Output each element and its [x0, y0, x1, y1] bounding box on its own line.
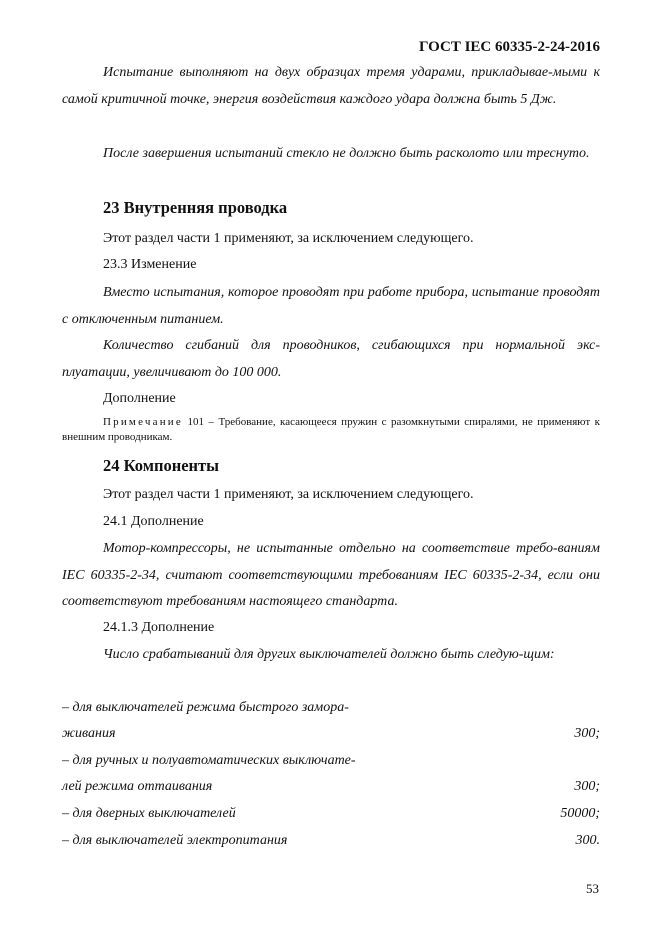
addition-label: Дополнение: [103, 391, 176, 406]
section-24-intro: Этот раздел части 1 применяют, за исключением следующего.: [103, 487, 474, 502]
section-23-intro: Этот раздел части 1 применяют, за исключением следующего.: [103, 231, 474, 246]
note-101: [62, 415, 600, 445]
list-item: [62, 726, 600, 742]
impact-test-paragraph: Испытание выполняют на двух образцах тремя ударами, прикладывае-мыми к самой критичной точке, энергия воздействия каждого удара должна быть 5 Дж.: [62, 65, 600, 107]
section-24-heading: 24 Компоненты: [103, 456, 220, 475]
note-text: 101 – Требование, касающееся пружин с разомкнутыми спиралями, не применяют к внешним проводникам.: [62, 416, 600, 443]
list-item-label: живания: [62, 726, 116, 741]
list-item-value: 300;: [574, 779, 600, 794]
page-number: 53: [586, 881, 599, 896]
section-23-heading: 23 Внутренняя проводка: [103, 198, 288, 217]
list-item-label: лей режима оттаивания: [62, 779, 213, 794]
glass-result-paragraph: После завершения испытаний стекло не должно быть расколото или треснуто.: [103, 146, 590, 161]
list-item: [62, 700, 600, 716]
list-item-label: – для выключателей режима быстрого замора-: [62, 700, 349, 715]
bending-count-paragraph: Количество сгибаний для проводников, сгибающихся при нормальной экс-плуатации, увеличивают до 100 000.: [62, 338, 600, 380]
list-item: [62, 806, 600, 822]
document-code: ГОСТ IEC 60335-2-24-2016: [418, 39, 600, 55]
operations-count-paragraph: Число срабатываний для других выключателей должно быть следую-щим:: [103, 647, 555, 662]
list-item-label: – для дверных выключателей: [62, 806, 236, 821]
list-item-label: – для выключателей электропитания: [62, 833, 288, 848]
clause-23-3-text: Вместо испытания, которое проводят при работе прибора, испытание проводят с отключенным питанием.: [62, 285, 600, 327]
motor-compressor-paragraph: Мотор-компрессоры, не испытанные отдельно на соответствие требо-ваниям IEC 60335-2-34, считают соответствующими требованиям IEC 60335-2-34, если они соответствуют требованиям настоящего стандарта.: [62, 541, 600, 609]
list-item-value: 300.: [575, 833, 600, 848]
clause-24-1-3-label: 24.1.3 Дополнение: [103, 620, 215, 635]
clause-24-1-label: 24.1 Дополнение: [103, 514, 204, 529]
list-item-value: 300;: [574, 726, 600, 741]
list-item: [62, 753, 600, 769]
clause-23-3-label: 23.3 Изменение: [103, 257, 197, 272]
list-item: [62, 779, 600, 795]
list-item: [62, 833, 600, 849]
list-item-value: 50000;: [560, 806, 600, 821]
note-label: Примечание: [103, 416, 183, 428]
list-item-label: – для ручных и полуавтоматических выключате-: [62, 753, 356, 768]
